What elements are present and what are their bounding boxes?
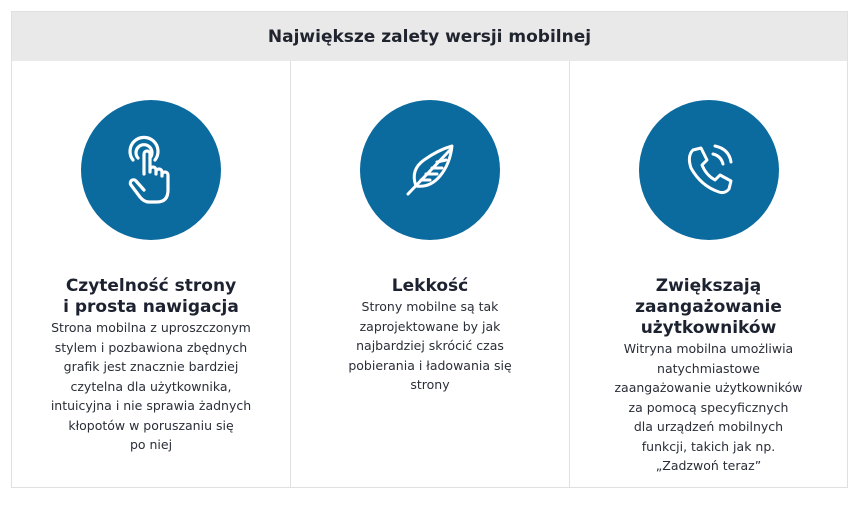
description-line: zaprojektowane by jak <box>359 318 501 334</box>
description-line: Witryna mobilna umożliwia <box>623 341 794 356</box>
heading-line: Zwiększają <box>655 276 762 296</box>
description-line: czytelna dla użytkownika, <box>70 378 232 394</box>
advantage-card-lightness <box>291 61 569 487</box>
description-line: zaangażowanie użytkowników <box>614 380 803 395</box>
advantage-description <box>301 297 559 395</box>
advantages-panel <box>11 11 848 488</box>
heading-line: Czytelność strony <box>65 276 237 296</box>
description-line: za pomocą specyficznych <box>628 399 789 415</box>
description-line: strony <box>410 377 450 392</box>
advantage-card-engagement <box>570 61 847 487</box>
advantage-heading <box>580 276 837 339</box>
heading-line: użytkowników <box>640 318 777 338</box>
description-line: Strona mobilna z uproszczonym <box>51 320 251 335</box>
heading-line: zaangażowanie <box>635 297 782 317</box>
description-line: kłopotów w poruszaniu się <box>68 417 234 433</box>
description-line: intuicyjna i nie sprawia żadnych <box>50 398 252 413</box>
panel-title: Największe zalety wersji mobilnej <box>267 26 592 47</box>
advantage-card-readability <box>12 61 290 487</box>
advantage-description <box>580 339 837 476</box>
panel-header <box>12 12 847 61</box>
description-line: grafik jest znacznie bardziej <box>63 359 239 374</box>
description-line: Strony mobilne są tak <box>361 299 499 314</box>
advantage-text <box>22 276 280 455</box>
heading-line: i prosta nawigacja <box>63 297 239 317</box>
advantage-text <box>301 276 559 395</box>
description-line: pobierania i ładowania się <box>348 357 512 373</box>
description-line: dla urządzeń mobilnych <box>633 419 784 434</box>
heading-line: Lekkość <box>391 276 469 296</box>
feather-icon <box>360 100 500 240</box>
description-line: funkcji, takich jak np. <box>641 438 776 454</box>
phone-call-icon <box>639 100 779 240</box>
touch-hand-icon <box>81 100 221 240</box>
advantage-heading <box>22 276 280 318</box>
description-line: po niej <box>129 437 173 452</box>
advantage-description <box>22 318 280 455</box>
advantage-heading <box>301 276 559 297</box>
advantage-text <box>580 276 837 476</box>
description-line: stylem i pozbawiona zbędnych <box>54 339 248 355</box>
description-line: najbardziej skrócić czas <box>356 338 504 353</box>
description-line: „Zadzwoń teraz” <box>655 458 762 473</box>
description-line: natychmiastowe <box>657 360 760 376</box>
